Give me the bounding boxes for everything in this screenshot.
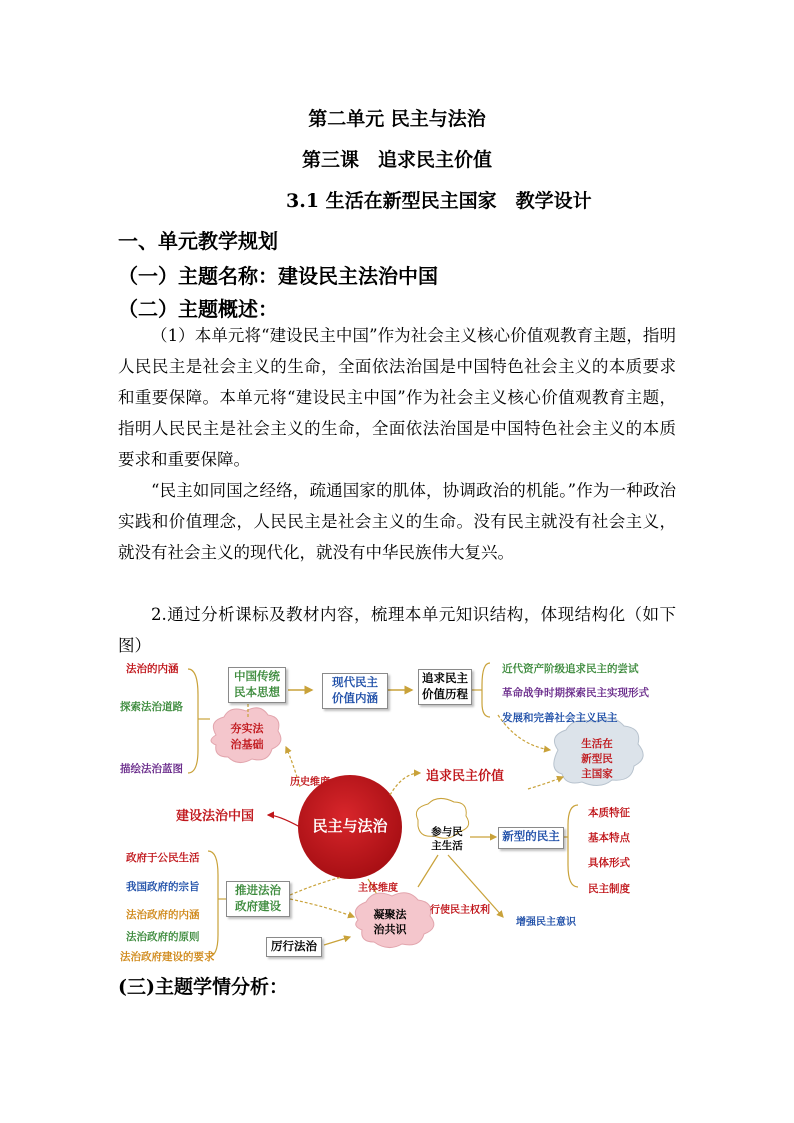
paragraph-overview-3: 2.通过分析课标及教材内容，梳理本单元知识结构，体现结构化（如下图） (118, 605, 676, 655)
right-top-item: 近代资产阶级追求民主的尝试 (502, 663, 639, 675)
center-label: 民主与法治 (312, 817, 388, 835)
cloud-right-text: 生活在 新型民 主国家 (581, 738, 613, 780)
left-bottom-item: 法治政府的内涵 (126, 909, 200, 921)
right-mid-item: 具体形式 (588, 857, 630, 869)
left-top-item: 探索法治道路 (120, 701, 183, 713)
heading-unit-plan: 一、单元教学规划 (118, 229, 278, 253)
right-mid-item: 民主制度 (588, 883, 630, 895)
heading-theme-overview: （二）主题概述： (118, 297, 278, 321)
left-top-item: 描绘法治蓝图 (120, 763, 183, 775)
left-bottom-item: 法治政府建设的要求 (120, 951, 215, 963)
left-bottom-item: 政府于公民生活 (126, 852, 200, 864)
box-law-government: 推进法治 政府建设 (226, 881, 290, 917)
left-bottom-item: 法治政府的原则 (126, 931, 200, 943)
right-mid-item: 本质特征 (588, 807, 630, 819)
label-build-law-china: 建设法治中国 (176, 809, 255, 824)
box-pursuit-history: 追求民主 价值历程 (418, 669, 472, 705)
unit-title: 第二单元 民主与法治 (308, 108, 486, 130)
left-bottom-item: 我国政府的宗旨 (126, 881, 200, 893)
participate-text: 参与民 主生活 (431, 826, 463, 852)
label-subject-dimension: 主体维度 (358, 883, 398, 894)
heading-theme-name: （一）主题名称：建设民主法治中国 (118, 264, 438, 288)
cloud-left-text: 夯实法 治基础 (230, 722, 264, 751)
heading-learner-analysis: (三)主题学情分析： (118, 976, 288, 998)
left-top-item: 法治的内涵 (126, 663, 179, 675)
lesson-title: 第三课 追求民主价值 (301, 149, 492, 171)
label-history-dimension: 历史维度 (290, 777, 330, 788)
right-top-item: 革命战争时期探索民主实现形式 (502, 687, 649, 699)
label-exercise-rights: 行使民主权利 (430, 905, 490, 916)
label-enhance-awareness: 增强民主意识 (516, 917, 576, 928)
knowledge-structure-diagram (118, 655, 688, 967)
right-mid-item: 基本特点 (588, 832, 630, 844)
right-top-item: 发展和完善社会主义民主 (502, 712, 618, 724)
box-modern-democracy: 现代民主 价值内涵 (322, 673, 388, 709)
paragraph-overview-1: （1）本单元将“建设民主中国”作为社会主义核心价值观教育主题，指明人民民主是社会主义的生命，全面依法治国是中国特色社会主义的本质要求和重要保障。本单元将“建设民主中国”作为社会主义核心价值观教育主题，指明人民民主是社会主义的生命，全面依法治国是中国特色社会主义的本质要求和重要保障。 (118, 326, 676, 469)
box-rule-of-law: 厉行法治 (266, 937, 322, 957)
paragraph-overview-2: “民主如同国之经络，疏通国家的肌体，协调政治的机能。”作为一种政治实践和价值理念，人民民主是社会主义的生命。没有民主就没有社会主义，就没有社会主义的现代化，就没有中华民族伟大复兴。 (118, 481, 676, 562)
label-pursue-democracy: 追求民主价值 (426, 769, 505, 784)
box-new-democracy: 新型的民主 (498, 827, 564, 849)
cloud-bottom-text: 凝聚法 治共识 (373, 908, 407, 936)
section-title: 3.1 生活在新型民主国家 教学设计 (286, 190, 592, 212)
box-traditional-thought: 中国传统 民本思想 (228, 667, 286, 703)
